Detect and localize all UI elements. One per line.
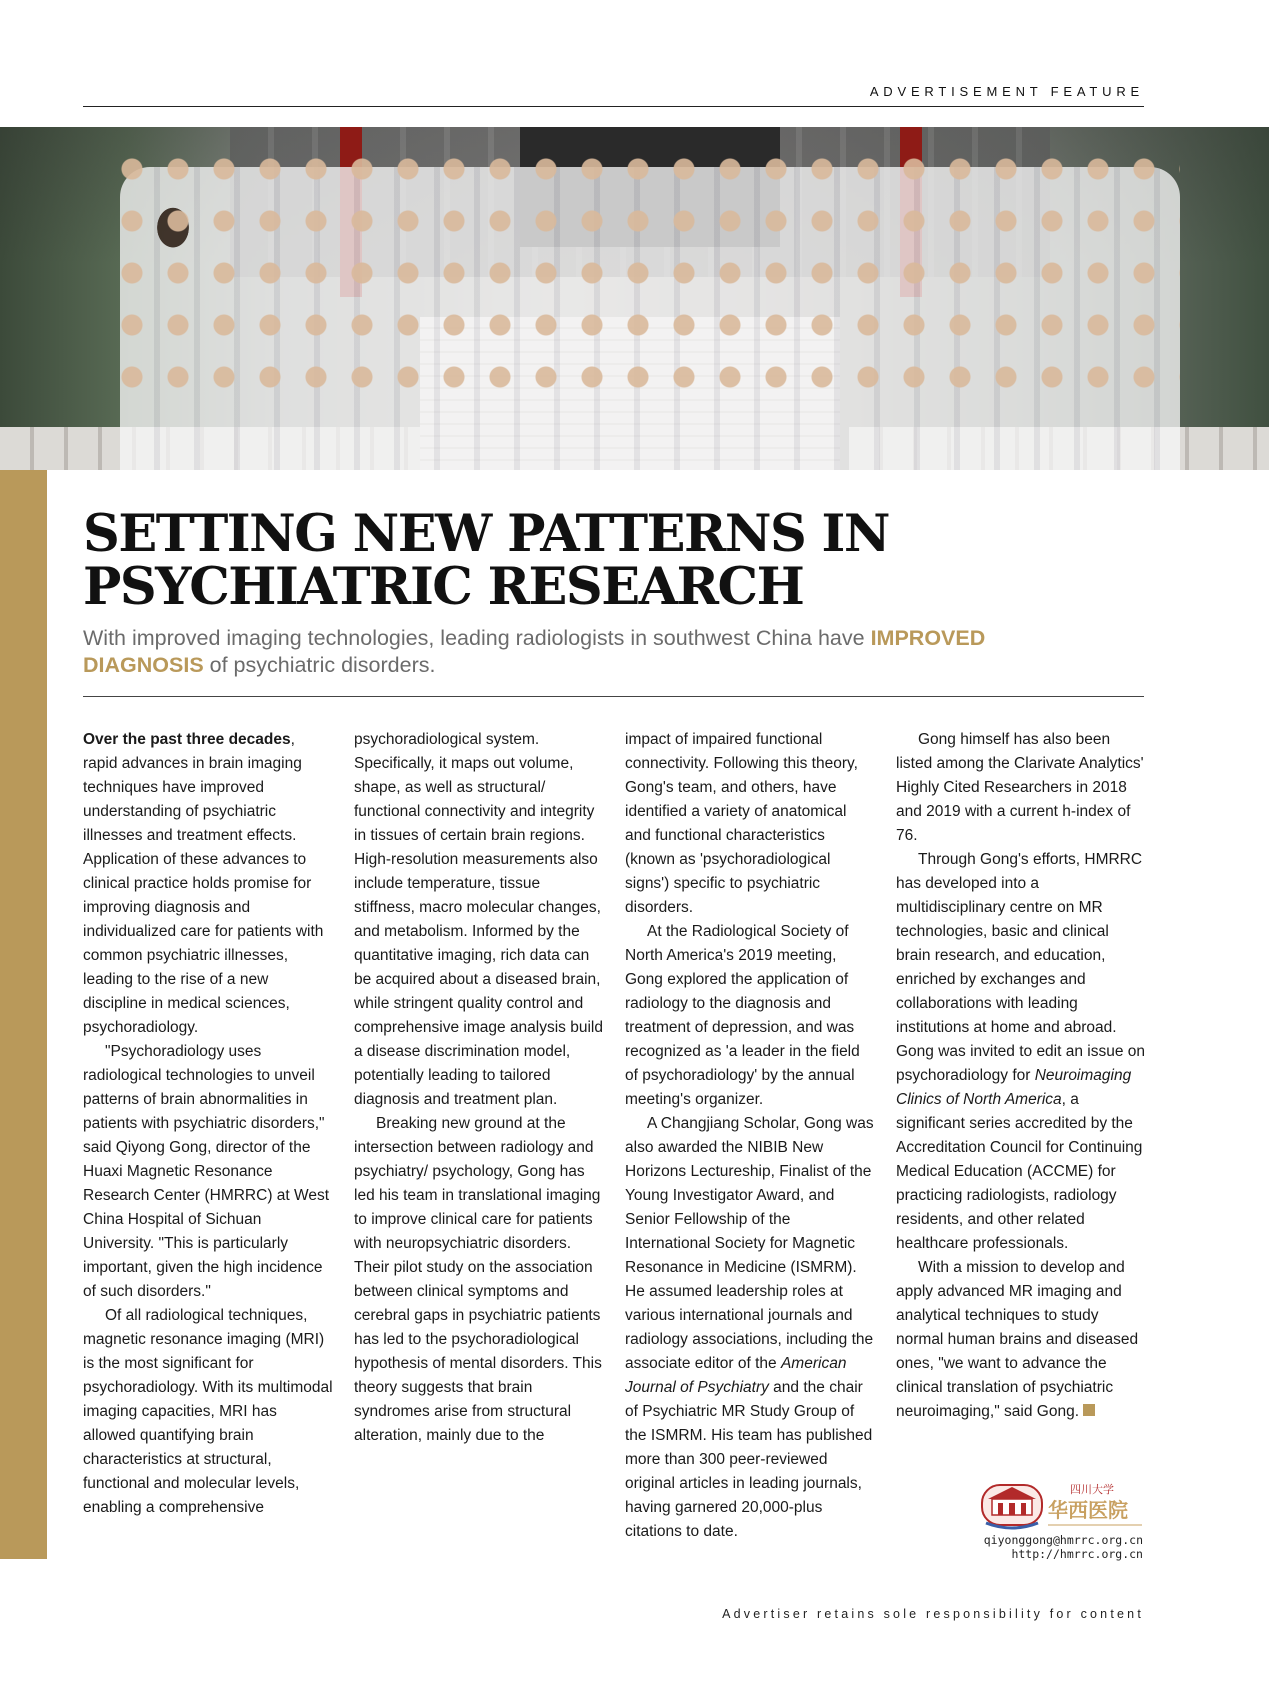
journal-title: American Journal of Psychiatry — [625, 1355, 847, 1396]
logo-text-large: 华西医院 — [1048, 1498, 1128, 1522]
headline-line-2: PSYCHIATRIC RESEARCH — [83, 557, 804, 617]
paragraph — [625, 1112, 875, 1544]
top-divider — [83, 106, 1144, 107]
group-faces — [120, 157, 1180, 417]
paragraph: Gong himself has also been listed among the Clarivate Analytics' Highly Cited Researchers in 2018 and 2019 with a current h-index of 76. — [896, 731, 1144, 844]
hospital-logo — [976, 1475, 1146, 1537]
paragraph-text: , rapid advances in brain imaging techniques have improved understanding of psychiatric illnesses and treatment effects. Application of these advances to clinical practice holds promise for improving diagnosis and individualized care for patients with common psychiatric illnesses, leading to the rise of a new discipline in medical sciences, psychoradiology. — [83, 731, 324, 1036]
contact-email[interactable]: qiyonggong@hmrrc.org.cn — [983, 1533, 1143, 1547]
paragraph — [896, 1256, 1146, 1424]
deck-highlight: IMPROVED DIAGNOSIS — [83, 626, 986, 677]
group-photo — [0, 127, 1269, 470]
paragraph: impact of impaired functional connectivity. Following this theory, Gong's team, and others, have identified a variety of anatomical and functional characteristics (known as 'psychoradiological signs') specific to psychiatric disorders. — [625, 731, 858, 916]
column-1 — [83, 728, 333, 1520]
paragraph: Of all radiological techniques, magnetic resonance imaging (MRI) is the most significant for psychoradiology. With its multimodal imaging capacities, MRI has allowed quantifying brain characteristics at structural, functional and molecular levels, enabling a comprehensive — [83, 1307, 333, 1516]
paragraph: Breaking new ground at the intersection between radiology and psychiatry/ psychology, Gong has led his team in translational imaging to improve clinical care for patients with neuropsychiatric disorders. Their pilot study on the association between clinical symptoms and cerebral gaps in psychiatric patients has led to the psychoradiological hypothesis of mental disorders. This theory suggests that brain syndromes arise from structural alteration, mainly due to the — [354, 1115, 602, 1444]
deck-text: With improved imaging technologies, leading radiologists in southwest China have — [83, 626, 871, 650]
paragraph: psychoradiological system. Specifically, it maps out volume, shape, as well as structural/ functional connectivity and integrity in tissues of certain brain regions. High-resolution measurements also include temperature, tissue stiffness, macro molecular changes, and metabolism. Informed by the quantitative imaging, rich data can be acquired about a diseased brain, while stringent quality control and comprehensive image analysis build a disease discrimination model, potentially leading to tailored diagnosis and treatment plan. — [354, 731, 603, 1108]
lead-in: Over the past three decades — [83, 731, 291, 748]
paragraph: At the Radiological Society of North America's 2019 meeting, Gong explored the application of radiology to the diagnosis and treatment of depression, and was recognized as 'a leader in the field of psychoradiology' by the annual meeting's organizer. — [625, 923, 860, 1108]
paragraph — [896, 848, 1146, 1256]
contact-block — [984, 1533, 1143, 1561]
end-mark-icon — [1083, 1404, 1095, 1416]
logo-text-small: 四川大学 — [1070, 1483, 1114, 1496]
deck — [83, 625, 1083, 679]
paragraph-text: and the chair of Psychiatric MR Study Group of the ISMRM. His team has published more than 300 peer-reviewed original articles in leading journals, having garnered 20,000-plus citations to date. — [625, 1379, 873, 1540]
headline — [83, 504, 890, 617]
deck-text-end: of psychiatric disorders. — [203, 653, 436, 677]
footer-disclaimer: Advertiser retains sole responsibility for content — [722, 1607, 1144, 1621]
paragraph-text: A Changjiang Scholar, Gong was also awarded the NIBIB New Horizons Lectureship, Finalist of the Young Investigator Award, and Senior Fellowship of the International Society for Magnetic Resonance in Medicine (ISMRM). He assumed leadership roles at various international journals and radiology associations, including the associate editor of the — [625, 1115, 874, 1372]
column-3 — [625, 728, 875, 1544]
journal-title: Neuroimaging Clinics of North America — [896, 1067, 1132, 1108]
paragraph-text: With a mission to develop and apply advanced MR imaging and analytical techniques to study normal human brains and diseased ones, "we want to advance the clinical translation of psychiatric neuroimaging," said Gong. — [896, 1259, 1139, 1420]
section-label: ADVERTISEMENT FEATURE — [869, 84, 1144, 99]
column-4 — [896, 728, 1146, 1424]
paragraph — [83, 728, 333, 1040]
hospital-building-emblem — [982, 1485, 1042, 1528]
paragraph-text: Through Gong's efforts, HMRRC has developed into a multidisciplinary centre on MR technologies, basic and clinical brain research, and education, enriched by exchanges and collaborations with leading institutions at home and abroad. Gong was invited to edit an issue on psychoradiology for — [896, 851, 1146, 1084]
headline-line-1: SETTING NEW PATTERNS IN — [83, 504, 890, 564]
contact-url[interactable]: http://hmrrc.org.cn — [1011, 1547, 1143, 1561]
column-2 — [354, 728, 604, 1448]
section-divider — [83, 696, 1144, 697]
paragraph: "Psychoradiology uses radiological technologies to unveil patterns of brain abnormalities in patients with psychiatric disorders," said Qiyong Gong, director of the Huaxi Magnetic Resonance Research Center (HMRRC) at West China Hospital of Sichuan University. "This is particularly important, given the high incidence of such disorders." — [83, 1043, 330, 1300]
accent-side-bar — [0, 470, 47, 1559]
paragraph-text: , a significant series accredited by the Accreditation Council for Continuing Medical Education (ACCME) for practicing radiologists, radiology residents, and other related healthcare professionals. — [896, 1091, 1143, 1252]
